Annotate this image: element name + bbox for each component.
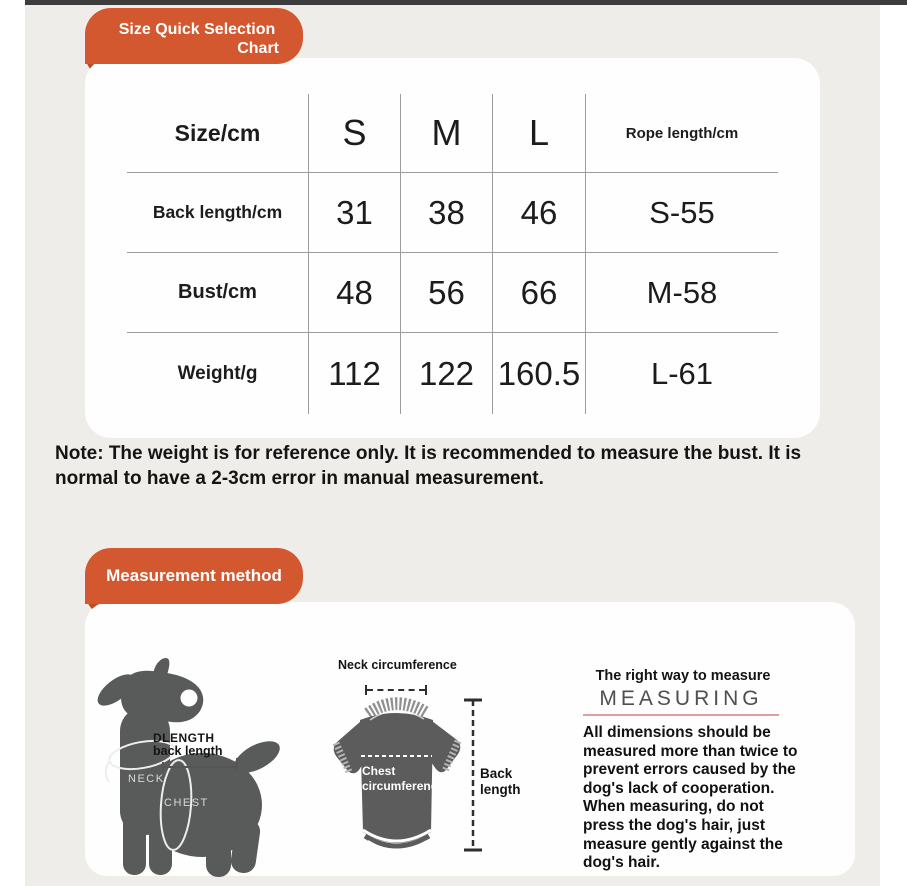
size-chart-badge-line1: Size Quick Selection xyxy=(118,21,276,38)
guide-body: All dimensions should be measured more than twice to prevent errors caused by the dog's lack of cooperation. When measuring, do not press the dog's hair, just measure gently against the dog's hair. xyxy=(583,724,798,872)
bust-s: 48 xyxy=(308,252,400,332)
shirt-diagram xyxy=(330,644,575,876)
size-table-header-m: M xyxy=(400,94,492,172)
rope-length-l: L-61 xyxy=(585,332,778,414)
top-bar xyxy=(25,0,907,5)
back-length-s: 31 xyxy=(308,172,400,252)
size-table-header-rope: Rope length/cm xyxy=(585,94,778,172)
size-table xyxy=(127,94,778,414)
shirt-back-label-1: Back xyxy=(480,766,513,781)
row-label-back-length: Back length/cm xyxy=(127,172,308,252)
size-table-header-s: S xyxy=(308,94,400,172)
dog-chest-label: CHEST xyxy=(164,797,209,809)
shirt-neck-label: Neck circumference xyxy=(338,658,457,672)
dog-neck-label: NECK xyxy=(128,773,165,785)
shirt-illustration xyxy=(330,644,575,876)
size-table-panel xyxy=(85,58,820,438)
guide-title: The right way to measure xyxy=(595,668,771,684)
measuring-guide xyxy=(583,668,805,873)
back-length-measure-line xyxy=(162,760,238,770)
back-length-l: 46 xyxy=(492,172,585,252)
guide-heading: MEASURING xyxy=(583,687,779,716)
weight-s: 112 xyxy=(308,332,400,414)
dog-diagram xyxy=(90,627,330,877)
size-chart-badge-line2: Chart xyxy=(237,40,279,57)
rope-length-m: M-58 xyxy=(585,252,778,332)
row-label-bust: Bust/cm xyxy=(127,252,308,332)
bust-m: 56 xyxy=(400,252,492,332)
size-chart-badge xyxy=(85,8,303,64)
weight-m: 122 xyxy=(400,332,492,414)
size-table-header-size: Size/cm xyxy=(174,119,261,146)
bust-l: 66 xyxy=(492,252,585,332)
size-table-header-l: L xyxy=(492,94,585,172)
rope-length-s: S-55 xyxy=(585,172,778,252)
shirt-chest-label-2: circumference xyxy=(362,779,445,793)
shirt-chest-label-1: Chest xyxy=(362,764,396,778)
measurement-badge: Measurement method xyxy=(85,548,303,604)
dog-length-label: DLENGTH xyxy=(153,731,215,745)
weight-l: 160.5 xyxy=(492,332,585,414)
back-length-m: 38 xyxy=(400,172,492,252)
row-label-weight: Weight/g xyxy=(127,332,308,414)
size-note: Note: The weight is for reference only. It is recommended to measure the bust. It is normal to have a 2-3cm error in manual measurement. xyxy=(55,443,802,489)
neck-measure-line xyxy=(365,684,427,696)
shirt-back-label-2: length xyxy=(480,782,521,797)
dog-back-length-label: back length xyxy=(153,744,223,758)
